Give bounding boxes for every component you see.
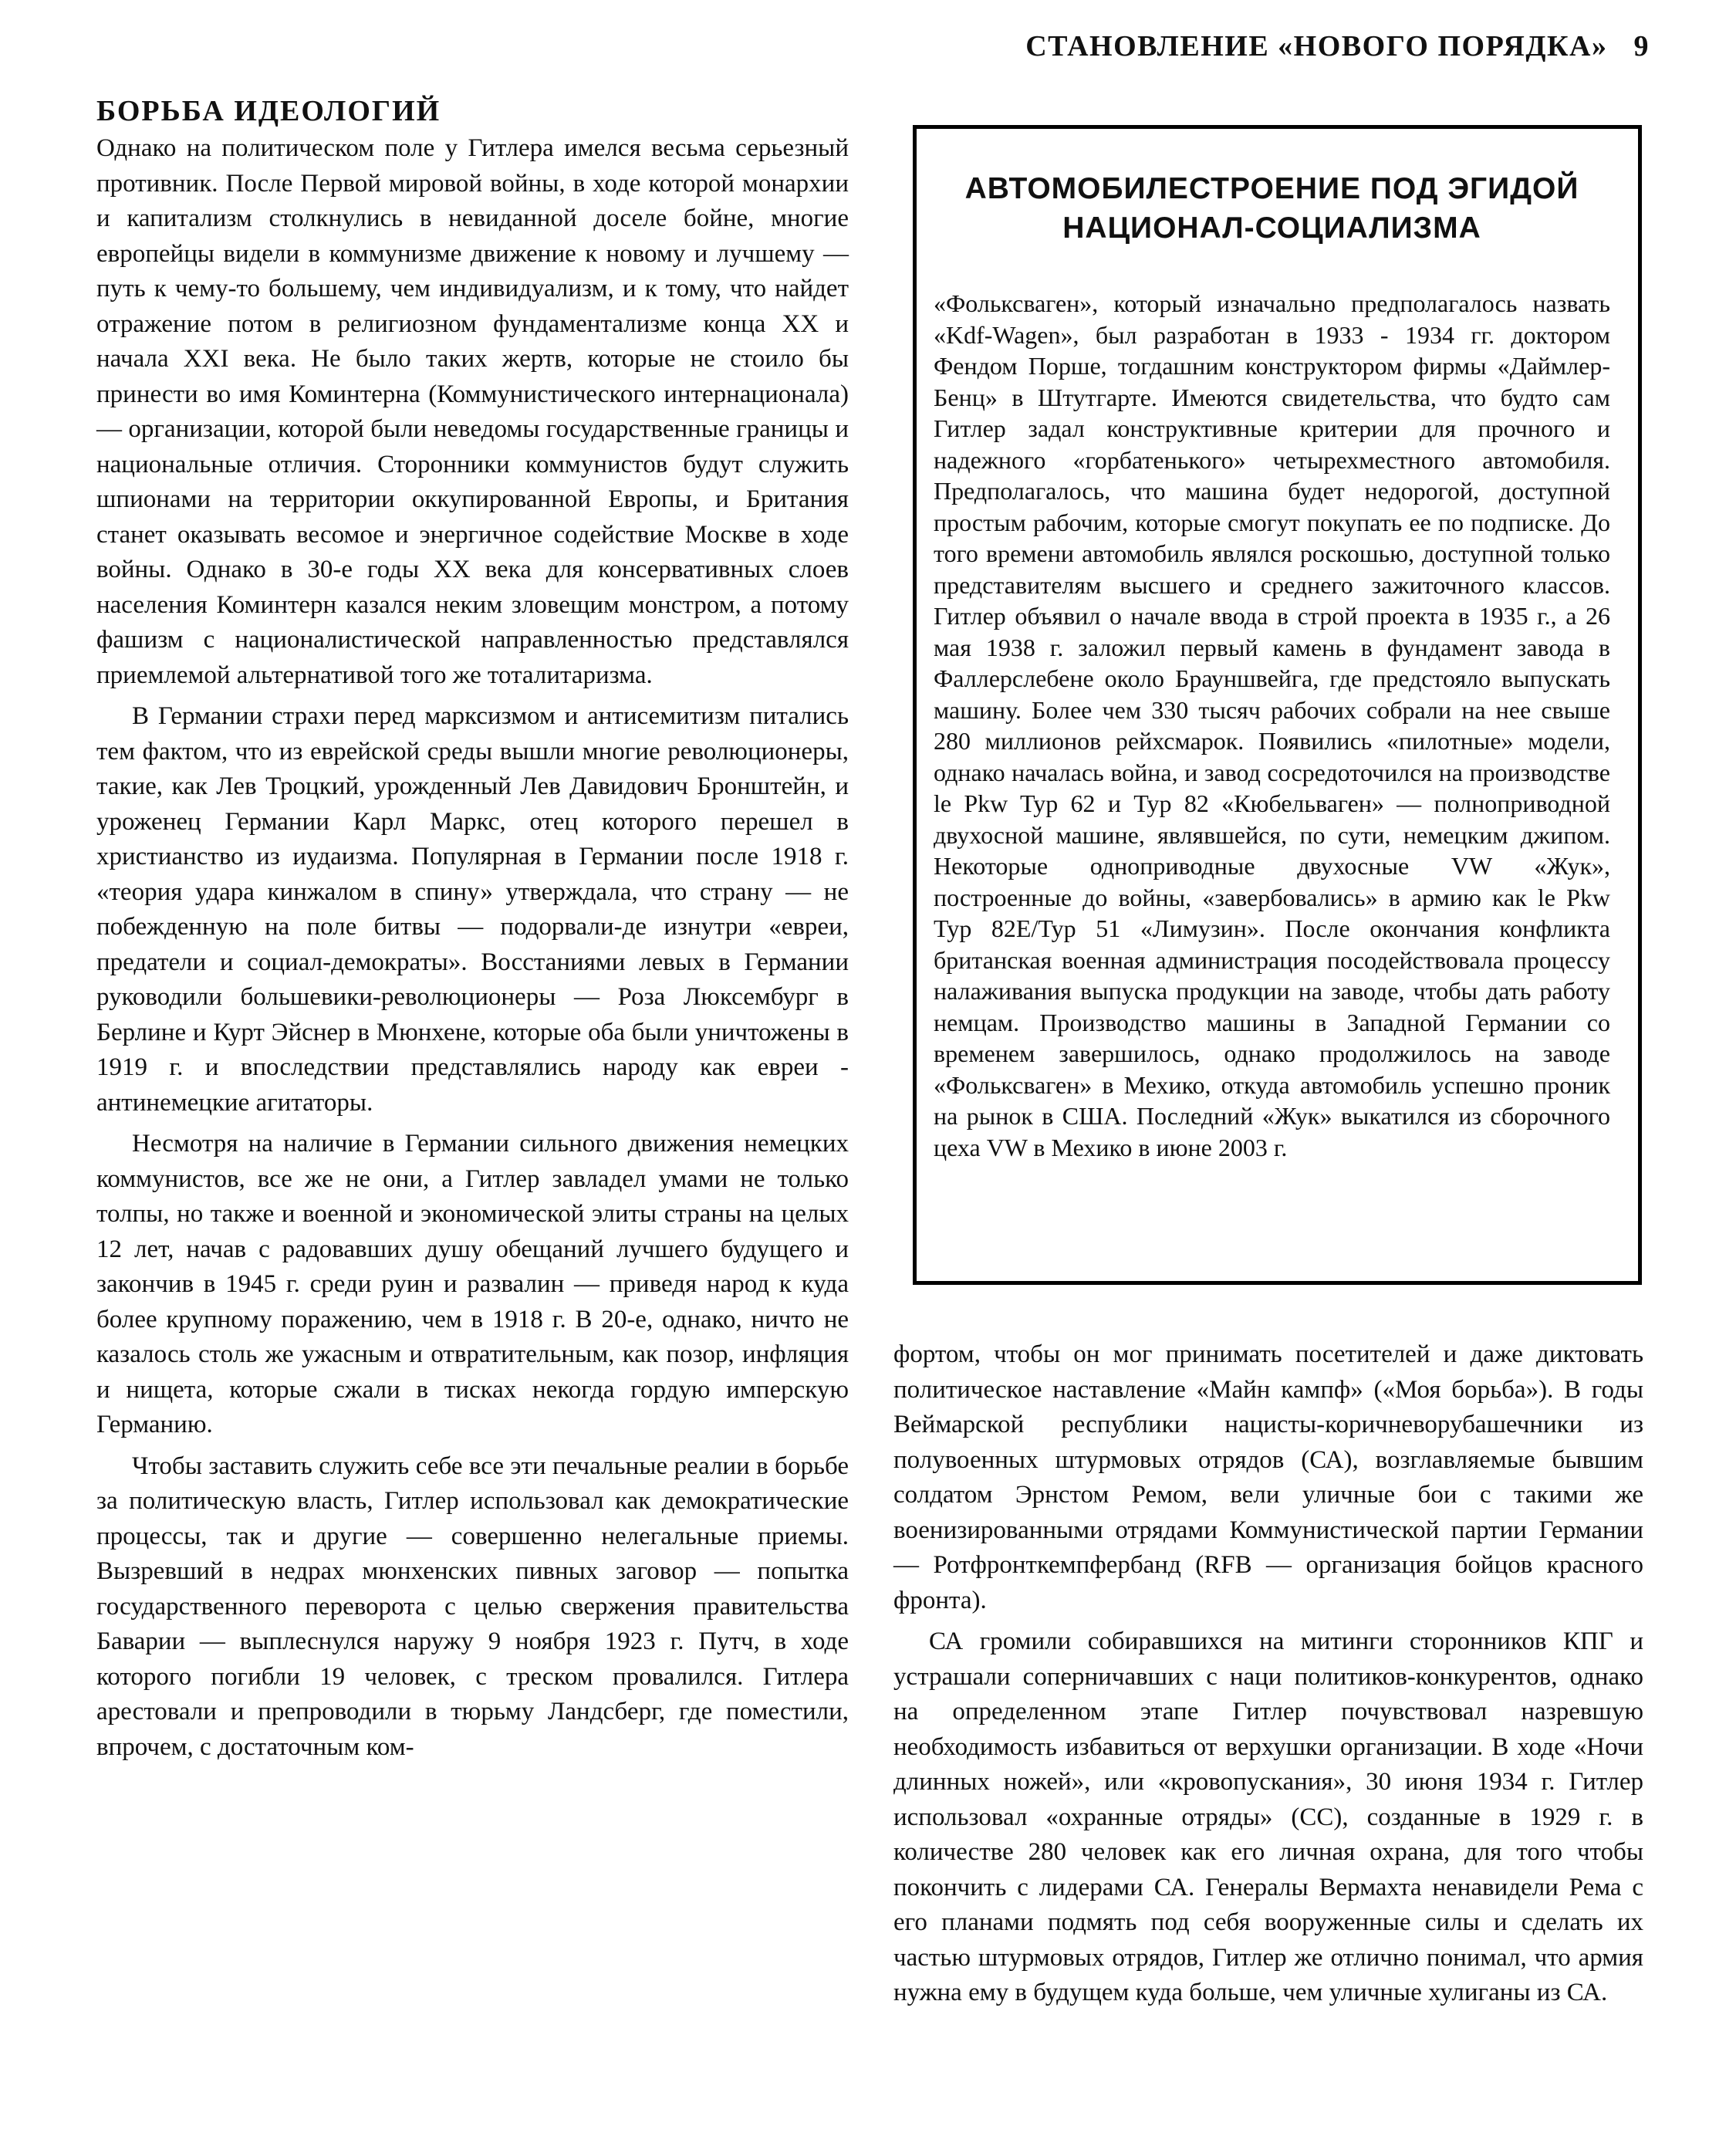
paragraph-4-continued: фортом, чтобы он мог принимать посетителей и даже диктовать политическое наставление «Майн кампф» («Моя борьба»). В годы Веймарской республики нацисты-коричневорубашечники из полувоенных штурмовых отрядов (СА), возглавляемые бывшим солдатом Эрнстом Ремом, вели уличные бои с такими же военизированными отрядами Коммунистической партии Германии — Ротфронткемпфербанд (RFB — организация бойцов красного фронта). bbox=[893, 1340, 1643, 1614]
paragraph-1: Однако на политическом поле у Гитлера имелся весьма серьезный противник. После Первой мировой войны, в ходе которой монархии и капитализм столкнулись в невиданной доселе бойне, многие европейцы видели в коммунизме движение к новому и лучшему — путь к чему-то большему, чем индивидуализм, и к тому, что найдет отражение потом в религиозном фундаментализме конца XX и начала XXI века. Не было таких жертв, которые не стоило бы принести во имя Коминтерна (Коммунистического интернационала) — организации, которой были неведомы государственные границы и национальные отличия. Сторонники коммунистов будут служить шпионами на территории оккупированной Европы, и Британия станет оказывать весомое и энергичное содействие Москве в ходе войны. Однако в 30-е годы XX века для консервативных слоев населения Коминтерн казался неким зловещим монстром, а потому фашизм с националистической направленностью представлялся приемлемой альтернативой того же тоталитаризма. bbox=[96, 134, 849, 689]
paragraph-2: В Германии страхи перед марксизмом и антисемитизм питались тем фактом, что из еврейской среды вышли многие революционеры, такие, как Лев Троцкий, урожденный Лев Давидович Бронштейн, и уроженец Германии Карл Маркс, отец которого перешел в христианство из иудаизма. Популярная в Германии после 1918 г. «теория удара кинжалом в спину» утверждала, что страну — не побежденную на поле битвы — подорвали-де изнутри «евреи, предатели и социал-демократы». Восстаниями левых в Германии руководили большевики-революционеры — Роза Люксембург в Берлине и Курт Эйснер в Мюнхене, которые оба были уничтожены в 1919 г. и впоследствии представлялись народу как евреи - антинемецкие агитаторы. bbox=[96, 702, 849, 1117]
left-column bbox=[96, 93, 849, 1771]
paragraph-4: Чтобы заставить служить себе все эти печальные реалии в борьбе за политическую власть, Гитлер использовал как демократические процессы, так и другие — совершенно нелегальные приемы. Вызревший в недрах мюнхенских пивных заговор — попытка государственного переворота с целью свержения правительства Баварии — выплеснулся наружу 9 ноября 1923 г. Путч, в ходе которого погибли 19 человек, с треском провалился. Гитлера арестовали и препроводили в тюрьму Ландсберг, где поместили, впрочем, с достаточным ком- bbox=[96, 1452, 849, 1761]
paragraph-5: СА громили собиравшихся на митинги сторонников КПГ и устрашали соперничавших с наци политиков-конкурентов, однако на определенном этапе Гитлер почувствовал назревшую необходимость избавиться от верхушки организации. В ходе «Ночи длинных ножей», или «кровопускания», 30 июня 1934 г. Гитлер использовал «охранные отряды» (СС), созданные в 1929 г. в количестве 280 человек как его личная охрана, для того чтобы покончить с лидерами СА. Генералы Вермахта ненавидели Рема с его планами подмять под себя вооруженные силы и сделать их частью штурмовых отрядов, Гитлер же отлично понимал, что армия нужна ему в будущем куда больше, чем уличные хулиганы из СА. bbox=[893, 1627, 1643, 2006]
sidebar-title: АВТОМОБИЛЕСТРОЕНИЕ ПОД ЭГИДОЙ НАЦИОНАЛ-СОЦИАЛИЗМА bbox=[964, 172, 1579, 245]
running-head bbox=[0, 29, 1650, 63]
section-heading: БОРЬБА ИДЕОЛОГИЙ bbox=[96, 95, 441, 127]
sidebar-box bbox=[913, 125, 1642, 1285]
sidebar-text: «Фольксваген», который изначально предполагалось назвать «Kdf-Wagen», был разработан в 1933 - 1934 гг. доктором Фендом Порше, тогдашним конструктором фирмы «Даймлер-Бенц» в Штутгарте. Имеются свидетельства, что будто сам Гитлер задал конструктивные критерии для прочного и надежного «горбатенького» четырехместного автомобиля. Предполагалось, что машина будет недорогой, доступной простым рабочим, которые смогут покупать ее по подписке. До того времени автомобиль являлся роскошью, доступной только представителям высшего и среднего зажиточного классов. Гитлер объявил о начале ввода в строй проекта в 1935 г., а 26 мая 1938 г. заложил первый камень в фундамент завода в Фаллерслебене около Брауншвейга, где предстояло выпускать машину. Более чем 330 тысяч рабочих собрали на нее свыше 280 миллионов рейхсмарок. Появились «пилотные» модели, однако началась война, и завод сосредоточился на производстве le Pkw Typ 62 и Typ 82 «Кюбельваген» — полноприводной двухосной машине, являвшейся, по сути, немецким джипом. Некоторые одноприводные двухосные VW «Жук», построенные до войны, «завербовались» в армию как le Pkw Typ 82E/Typ 51 «Лимузин». После окончания конфликта британская военная администрация посодействовала процессу налаживания выпуска продукции на заводе, чтобы дать работу немцам. Производство машины в Западной Германии со временем завершилось, однако продолжилось на заводе «Фольксваген» в Мехико, откуда автомобиль успешно проник на рынок в США. Последний «Жук» выкатился из сборочного цеха VW в Мехико в июне 2003 г. bbox=[934, 289, 1610, 1161]
right-column bbox=[893, 1337, 1643, 2017]
page-number: 9 bbox=[1633, 30, 1650, 63]
paragraph-3: Несмотря на наличие в Германии сильного движения немецких коммунистов, все же не они, а Гитлер завладел умами не только толпы, но также и военной и экономической элиты страны на целых 12 лет, начав с радовавших душу обещаний лучшего будущего и закончив в 1945 г. среди руин и развалин — приведя народ к куда более крупному поражению, чем в 1918 г. В 20-е, однако, ничто не казалось столь же ужасным и отвратительным, как позор, инфляция и нищета, которые сжали в тисках некогда гордую имперскую Германию. bbox=[96, 1130, 849, 1438]
running-head-title: СТАНОВЛЕНИЕ «НОВОГО ПОРЯДКА» bbox=[1025, 30, 1608, 63]
